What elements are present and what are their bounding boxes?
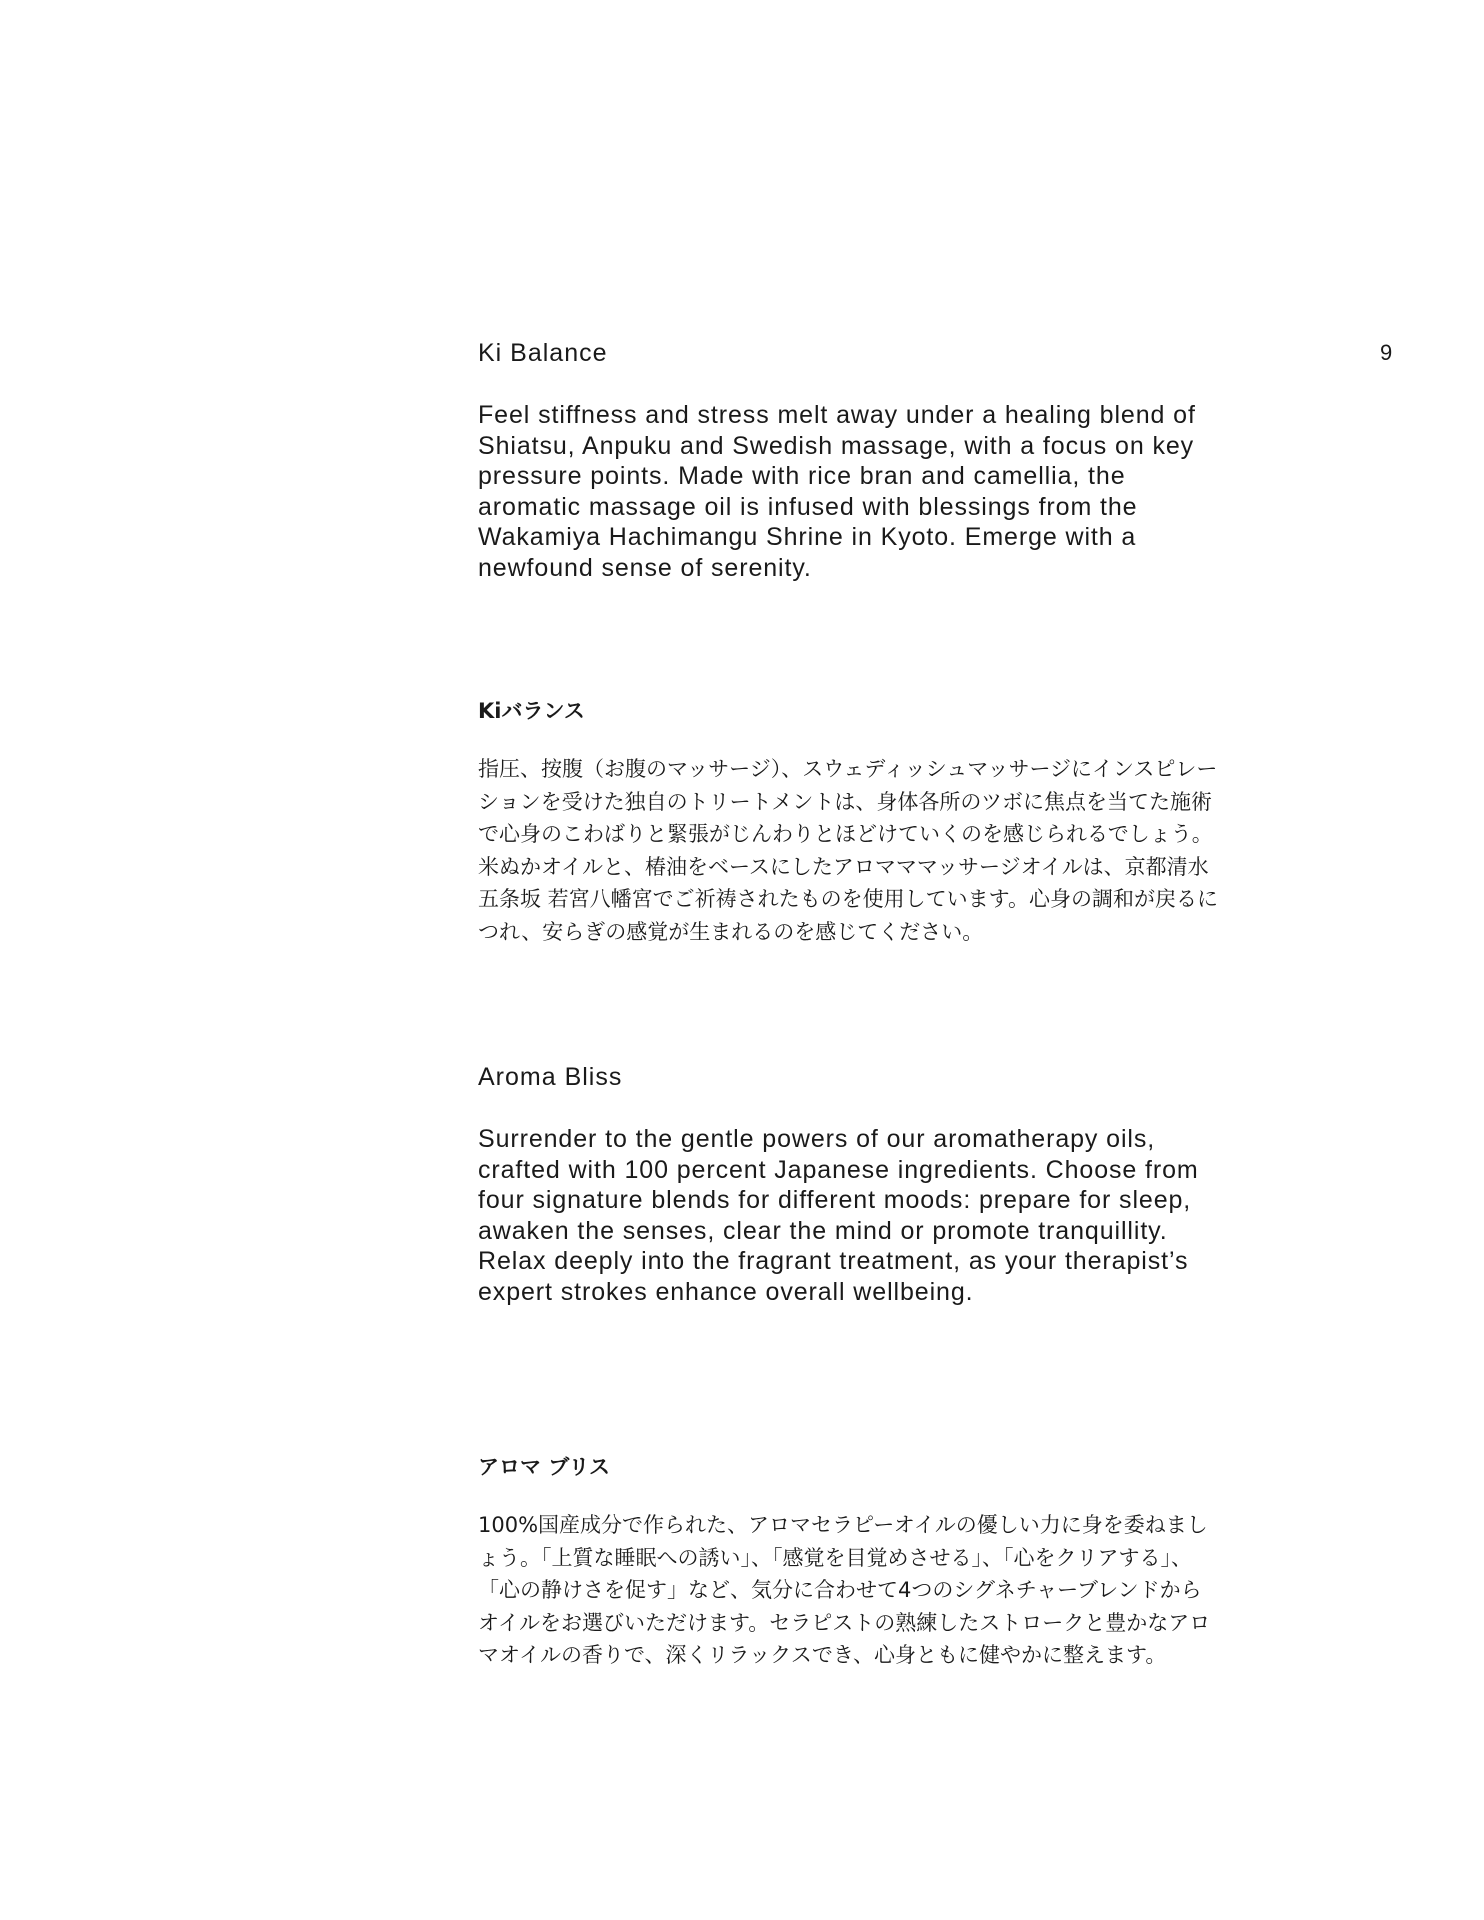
section-title: Ki Balance: [478, 339, 608, 367]
section-title: Kiバランス: [478, 699, 585, 723]
section-body: 指圧、按腹（お腹のマッサージ）、スウェディッシュマッサージにインスピレーションを受けた独自のトリートメントは、身体各所のツボに焦点を当てた施術で心身のこわばりと緊張がじんわりとほどけていくのを感じられるでしょう。米ぬかオイルと、椿油をベースにしたアロマママッサージオイルは、京都清水五条坂 若宮八幡宮でご祈祷されたものを使用しています。心身の調和が戻るにつれ、安らぎの感覚が生まれるのを感じてください。: [478, 757, 1218, 944]
section-ki-balance-en: [478, 338, 1238, 583]
section-ki-balance-jp: [478, 697, 1238, 948]
section-body: 100%国産成分で作られた、アロマセラピーオイルの優しい力に身を委ねましょう。「上質な睡眠への誘い」、「感覚を目覚めさせる」、「心をクリアする」、「心の静けさを促す」など、気分に合わせて4つのシグネチャーブレンドからオイルをお選びいただけます。セラピストの熟練したストロークと豊かなアロマオイルの香りで、深くリラックスでき、心身ともに健やかに整えます。: [478, 1513, 1211, 1667]
section-aroma-bliss-jp: [478, 1453, 1238, 1672]
page-number: 9: [1380, 340, 1393, 365]
section-body: Feel stiffness and stress melt away under a healing blend of Shiatsu, Anpuku and Swedish massage, with a focus on key pressure points. Made with rice bran and camellia, the aromatic massage oil is infused with blessings from the Wakamiya Hachimangu Shrine in Kyoto. Emerge with a newfound sense of serenity.: [478, 401, 1196, 582]
section-title: アロマ ブリス: [478, 1455, 611, 1479]
section-title: Aroma Bliss: [478, 1063, 623, 1091]
section-body: Surrender to the gentle powers of our aromatherapy oils, crafted with 100 percent Japanese ingredients. Choose from four signature blends for different moods: prepare for sleep, awaken the senses, clear the mind or promote tranquillity. Relax deeply into the fragrant treatment, as your therapist’s expert strokes enhance overall wellbeing.: [478, 1125, 1199, 1306]
section-aroma-bliss-en: [478, 1062, 1238, 1307]
